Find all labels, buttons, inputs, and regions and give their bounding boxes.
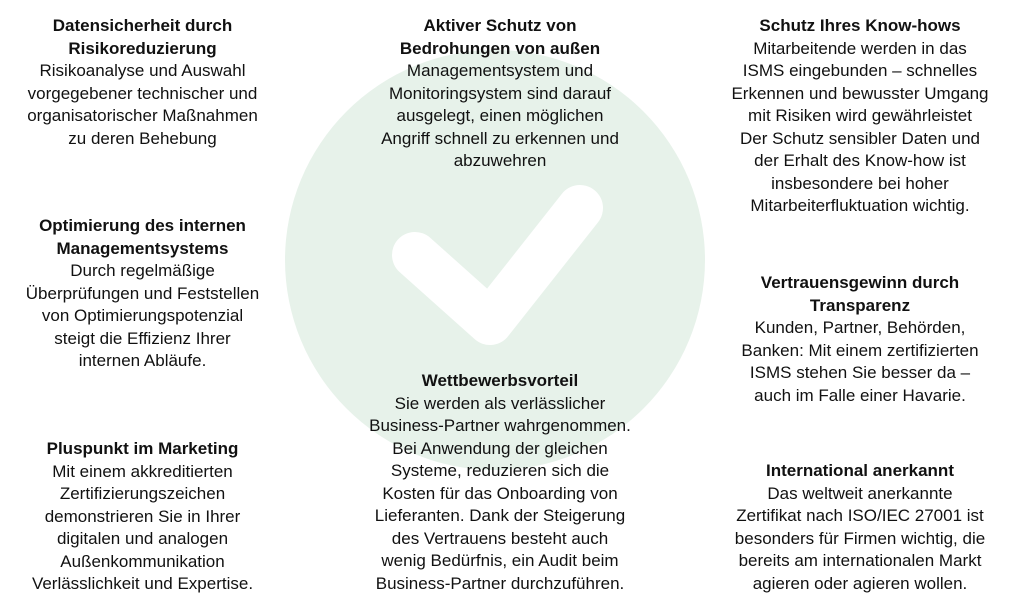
benefit-datensicherheit: [10, 15, 275, 150]
benefit-marketing: [10, 438, 275, 596]
benefit-title: Schutz Ihres Know-hows: [759, 16, 961, 35]
benefit-aktiver-schutz: [360, 15, 640, 173]
benefit-title: Datensicherheit durch Risikoreduzierung: [52, 16, 233, 58]
benefit-title: International anerkannt: [766, 461, 954, 480]
benefit-know-how: [710, 15, 1010, 218]
benefit-text: Durch regelmäßige Überprüfungen und Feststellen von Optimierungspotenzial steigt die Effizienz Ihrer internen Abläufe.: [25, 261, 260, 370]
benefit-title: Wettbewerbsvorteil: [421, 371, 579, 390]
benefit-text: Managementsystem und Monitoringsystem sind darauf ausgelegt, einen möglichen Angriff schnell zu erkennen und abzuwehren: [381, 61, 619, 170]
benefit-title: Aktiver Schutz von Bedrohungen von außen: [399, 16, 601, 58]
benefit-wettbewerb: [345, 370, 655, 595]
benefit-text: Mit einem akkreditierten Zertifizierungszeichen demonstrieren Sie in Ihrer digitalen und analogen Außenkommunikation Verlässlichkeit und Expertise.: [31, 461, 254, 593]
benefit-title: Optimierung des internen Managementsystems: [39, 216, 246, 258]
benefit-text: Mitarbeitende werden in das ISMS eingebunden – schnelles Erkennen und bewusster Umgang mit Risiken wird gewährleistet Der Schutz sensibler Daten und der Erhalt des Know-how ist insbesondere bei hoher Mitarbeiterfluktuation wichtig.: [731, 38, 989, 215]
benefit-title: Vertrauensgewinn durch Transparenz: [760, 273, 960, 315]
benefit-text: Kunden, Partner, Behörden, Banken: Mit einem zertifizierten ISMS stehen Sie besser da – auch im Falle einer Havarie.: [741, 318, 979, 405]
benefit-optimierung: [10, 215, 275, 373]
benefit-text: Das weltweit anerkannte Zertifikat nach ISO/IEC 27001 ist besonders für Firmen wichtig, die bereits am internationalen Markt agieren oder agieren wollen.: [734, 483, 986, 593]
benefit-text: Risikoanalyse und Auswahl vorgegebener technischer und organisatorischer Maßnahmen zu deren Behebung: [27, 61, 258, 148]
benefit-text: Sie werden als verlässlicher Business-Partner wahrgenommen. Bei Anwendung der gleichen Systeme, reduzieren sich die Kosten für das Onboarding von Lieferanten. Dank der Steigerung des Vertrauens besteht auch wenig Bedürfnis, ein Audit beim Business-Partner durchzuführen.: [369, 393, 631, 593]
benefit-vertrauensgewinn: [710, 272, 1010, 407]
benefit-international: [710, 460, 1010, 595]
benefit-title: Pluspunkt im Marketing: [46, 439, 239, 458]
